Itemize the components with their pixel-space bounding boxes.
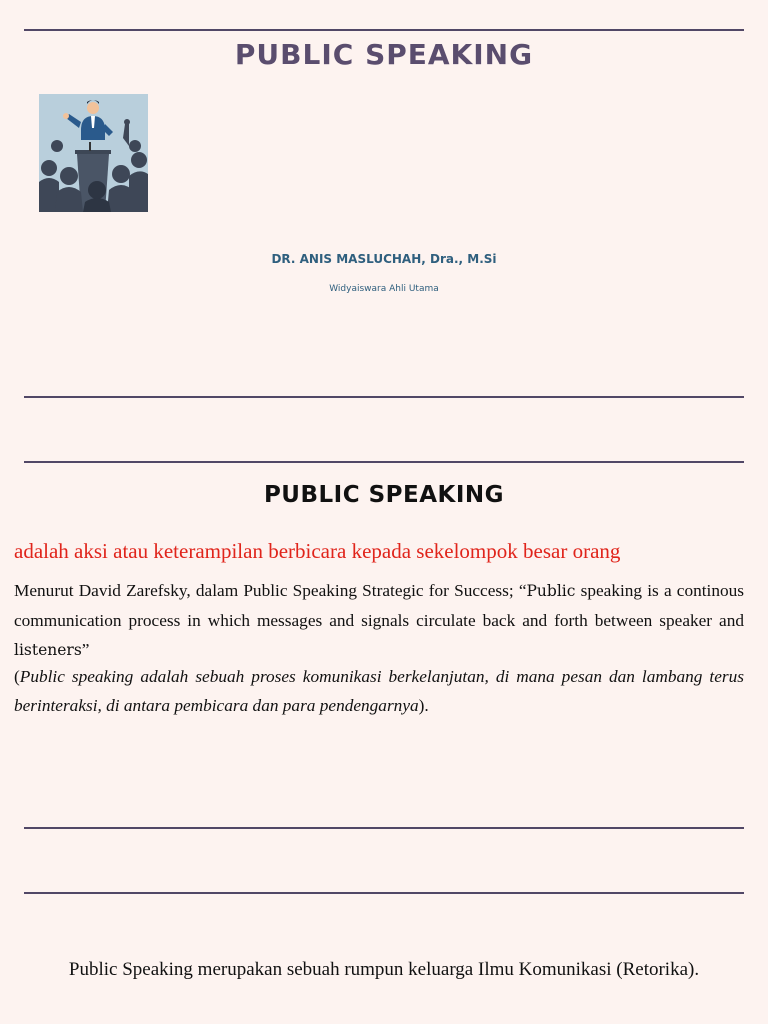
author-role: Widyaiswara Ahli Utama [329,284,439,294]
quote-body: speaking is a continous communication process in which messages and signals circulate back and forth between speaker and [14,581,745,630]
slide-divider [24,461,744,463]
section-title: PUBLIC SPEAKING [263,482,505,508]
quote-intro: Menurut David Zarefsky, dalam Public Speaking Strategic for Success; “ [14,581,527,600]
slide-divider [24,892,744,894]
definition-text: adalah aksi atau keterampilan berbicara kepada sekelompok besar orang [14,539,621,563]
closing-text: Public Speaking merupakan sebuah rumpun keluarga Ilmu Komunikasi (Retorika). [68,959,700,980]
quote-public: Public [526,582,576,600]
slide-divider [24,396,744,398]
quote-listeners: listeners [14,641,82,659]
translation-paragraph [14,662,744,720]
speaker-at-podium-icon [39,94,148,212]
slide-divider [24,827,744,829]
author-name: DR. ANIS MASLUCHAH, Dra., M.Si [271,252,497,266]
translation-close: ). [418,696,429,715]
translation-text: Public speaking adalah sebuah proses komunikasi berkelanjutan, di mana pesan dan lambang terus berinteraksi, di antara pembicara dan para pendengarnya [14,667,744,715]
top-rule [24,29,744,31]
quote-close: ” [81,640,90,659]
slide-title: PUBLIC SPEAKING [234,38,534,71]
translation-open: ( [14,667,20,686]
quote-paragraph [14,576,744,665]
